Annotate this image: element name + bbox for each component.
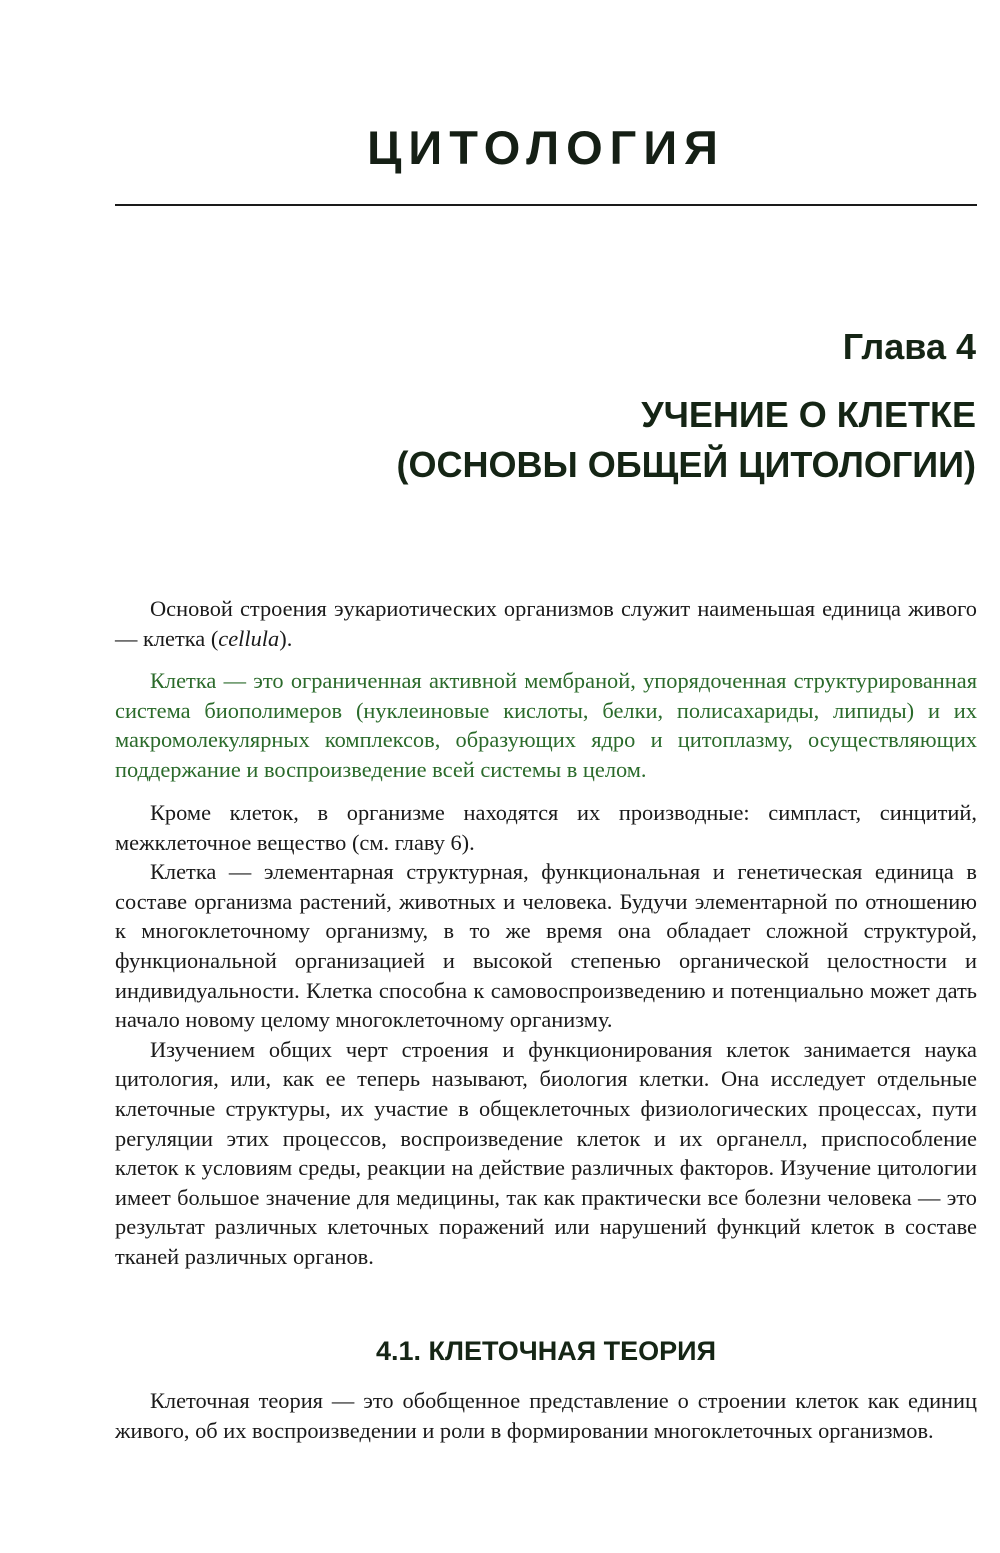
section-paragraph: Клеточная теория — это обобщенное представление о строении клеток как единиц живого, об их воспроизведении и роли в формировании многоклеточных организмов. [115, 1388, 977, 1443]
part-title: ЦИТОЛОГИЯ [367, 121, 725, 174]
body-paragraph: Кроме клеток, в организме находятся их производные: симпласт, синцитий, межклеточное вещество (см. главу 6). [115, 800, 977, 855]
chapter-title [397, 390, 976, 490]
intro-text: Основой строения эукариотических организмов служит наименьшая единица живого — клетка ( [115, 596, 977, 651]
chapter-label: Глава 4 [842, 326, 976, 367]
chapter-title-line-2: (ОСНОВЫ ОБЩЕЙ ЦИТОЛОГИИ) [396, 444, 976, 485]
intro-text-end: ). [279, 625, 293, 651]
body-paragraph: Клетка — элементарная структурная, функциональная и генетическая единица в составе организма растений, животных и человека. Будучи элементарной по отношению к многоклеточному организму, в то же время она обладает сложной структурой, функциональной организацией и высокой степенью органической целостности и индивидуальности. Клетка способна к самовоспроизведению и потенциально может дать начало новому целому многоклеточному организму. [115, 859, 977, 1033]
cell-definition: Клетка — это ограниченная активной мембраной, упорядоченная структурированная система биополимеров (нуклеиновые кислоты, белки, полисахариды, липиды) и их макромолекулярных комплексов, образующих ядро и цитоплазму, осуществляющих поддержание и воспроизведение всей системы в целом. [115, 668, 977, 782]
chapter-title-line-1: УЧЕНИЕ О КЛЕТКЕ [641, 394, 976, 435]
body-paragraph: Изучением общих черт строения и функционирования клеток занимается наука цитология, или, как ее теперь называют, биология клетки. Она исследует отдельные клеточные структуры, их участие в общеклеточных физиологических процессах, пути регуляции этих процессов, воспроизведение клеток и их органелл, приспособление клеток к условиям среды, реакции на действие различных факторов. Изучение цитологии имеет большое значение для медицины, так как практически все болезни человека — это результат различных клеточных поражений или нарушений функций клеток в составе тканей различных органов. [115, 1036, 977, 1269]
intro-latin-term: cellula [218, 625, 280, 651]
main-text [115, 798, 977, 1272]
section-text [115, 1386, 977, 1445]
part-title-divider [115, 204, 977, 206]
section-heading: 4.1. КЛЕТОЧНАЯ ТЕОРИЯ [376, 1336, 716, 1366]
intro-paragraph [115, 594, 977, 653]
